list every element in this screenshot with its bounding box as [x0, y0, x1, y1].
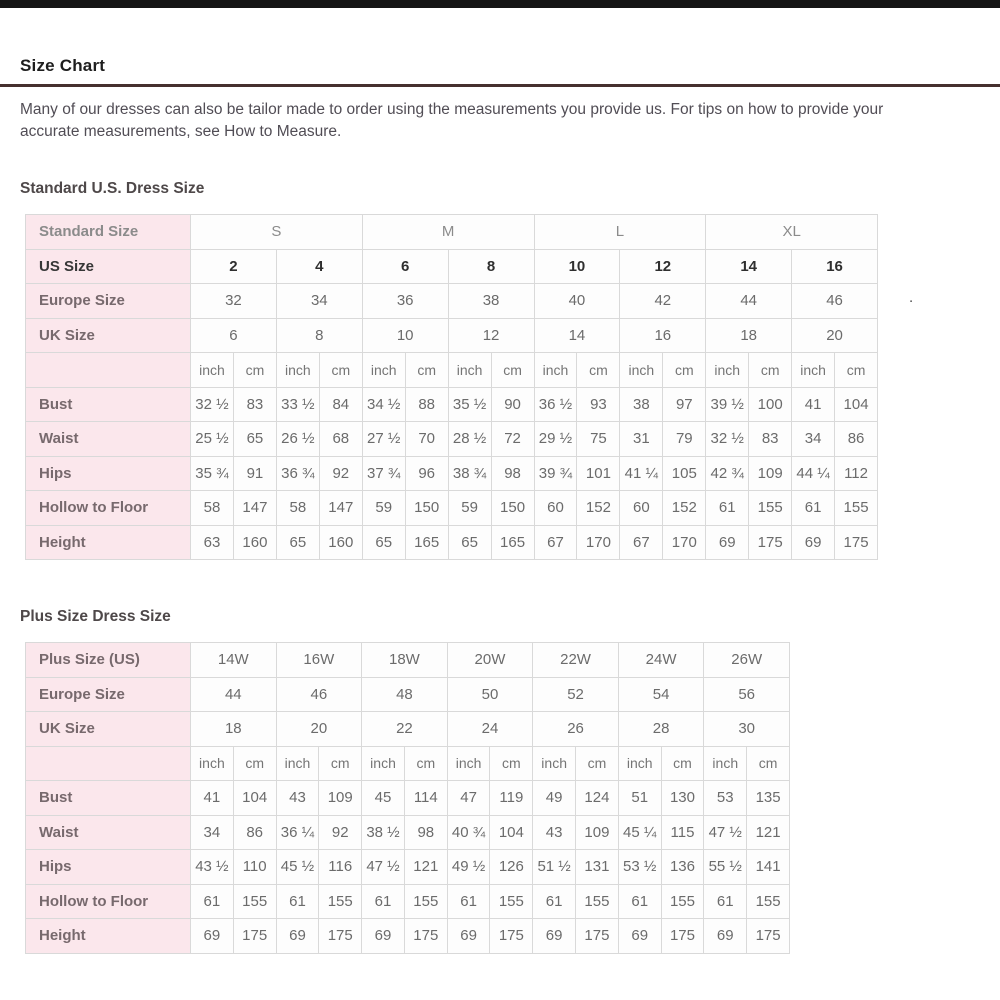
- table-row: [26, 422, 878, 457]
- value-cell: 104: [233, 781, 276, 816]
- value-cell: 152: [577, 491, 620, 526]
- value-cell: 90: [491, 387, 534, 422]
- value-cell: 36 ½: [534, 387, 577, 422]
- value-cell: 36 ¼: [276, 815, 319, 850]
- unit-cell: cm: [747, 746, 790, 781]
- value-cell: 96: [405, 456, 448, 491]
- value-cell: 36: [362, 284, 448, 319]
- value-cell: 28 ½: [448, 422, 491, 457]
- value-cell: 69: [618, 919, 661, 954]
- value-cell: 175: [835, 525, 878, 560]
- value-cell: 121: [747, 815, 790, 850]
- value-cell: 84: [319, 387, 362, 422]
- value-cell: 32 ½: [706, 422, 749, 457]
- table-row: [26, 215, 878, 250]
- value-cell: 6: [191, 318, 277, 353]
- unit-cell: cm: [490, 746, 533, 781]
- value-cell: 45 ¼: [618, 815, 661, 850]
- value-cell: 165: [491, 525, 534, 560]
- value-cell: 70: [405, 422, 448, 457]
- title-divider-rule: [0, 84, 1000, 87]
- value-cell: 109: [319, 781, 362, 816]
- value-cell: 44: [706, 284, 792, 319]
- value-cell: 170: [663, 525, 706, 560]
- value-cell: 105: [663, 456, 706, 491]
- value-cell: 116: [319, 850, 362, 885]
- value-cell: 53: [704, 781, 747, 816]
- value-cell: 59: [362, 491, 405, 526]
- value-cell: 63: [191, 525, 234, 560]
- value-cell: 155: [576, 884, 619, 919]
- value-cell: 6: [362, 249, 448, 284]
- value-cell: 61: [618, 884, 661, 919]
- value-cell: 65: [362, 525, 405, 560]
- value-cell: 36 ¾: [276, 456, 319, 491]
- value-cell: 150: [491, 491, 534, 526]
- value-cell: 112: [835, 456, 878, 491]
- value-cell: 69: [276, 919, 319, 954]
- value-cell: 29 ½: [534, 422, 577, 457]
- value-cell: L: [534, 215, 706, 250]
- value-cell: 52: [533, 677, 619, 712]
- value-cell: 25 ½: [191, 422, 234, 457]
- value-cell: 26: [533, 712, 619, 747]
- value-cell: 31: [620, 422, 663, 457]
- value-cell: 130: [661, 781, 704, 816]
- value-cell: 46: [792, 284, 878, 319]
- value-cell: 4: [276, 249, 362, 284]
- value-cell: 104: [490, 815, 533, 850]
- value-cell: 165: [405, 525, 448, 560]
- stray-mark: .: [909, 289, 914, 306]
- value-cell: 65: [233, 422, 276, 457]
- value-cell: 160: [319, 525, 362, 560]
- value-cell: 175: [319, 919, 362, 954]
- value-cell: 35 ¾: [191, 456, 234, 491]
- unit-cell: inch: [447, 746, 490, 781]
- unit-cell: inch: [362, 353, 405, 388]
- value-cell: 58: [191, 491, 234, 526]
- unit-cell: cm: [835, 353, 878, 388]
- value-cell: 34: [276, 284, 362, 319]
- value-cell: 155: [319, 884, 362, 919]
- value-cell: 45: [362, 781, 405, 816]
- table-row: [26, 456, 878, 491]
- value-cell: 155: [661, 884, 704, 919]
- unit-cell: cm: [576, 746, 619, 781]
- value-cell: 98: [491, 456, 534, 491]
- value-cell: 86: [233, 815, 276, 850]
- unit-cell: inch: [276, 353, 319, 388]
- value-cell: 61: [362, 884, 405, 919]
- value-cell: 69: [792, 525, 835, 560]
- value-cell: 65: [276, 525, 319, 560]
- value-cell: 28: [618, 712, 704, 747]
- value-cell: 65: [448, 525, 491, 560]
- value-cell: 115: [661, 815, 704, 850]
- value-cell: 38: [620, 387, 663, 422]
- value-cell: 147: [319, 491, 362, 526]
- value-cell: 46: [276, 677, 362, 712]
- value-cell: 42: [620, 284, 706, 319]
- value-cell: 47: [447, 781, 490, 816]
- value-cell: 69: [704, 919, 747, 954]
- value-cell: 126: [490, 850, 533, 885]
- table-row: [26, 387, 878, 422]
- value-cell: 53 ½: [618, 850, 661, 885]
- value-cell: 175: [749, 525, 792, 560]
- value-cell: 83: [749, 422, 792, 457]
- value-cell: 26W: [704, 643, 790, 678]
- value-cell: 79: [663, 422, 706, 457]
- value-cell: 61: [447, 884, 490, 919]
- value-cell: 61: [533, 884, 576, 919]
- value-cell: 86: [835, 422, 878, 457]
- value-cell: 136: [661, 850, 704, 885]
- value-cell: 170: [577, 525, 620, 560]
- page-title: Size Chart: [20, 56, 106, 75]
- value-cell: 12: [448, 318, 534, 353]
- value-cell: 41: [792, 387, 835, 422]
- value-cell: 49: [533, 781, 576, 816]
- value-cell: 119: [490, 781, 533, 816]
- value-cell: 92: [319, 815, 362, 850]
- row-label: Waist: [26, 422, 191, 457]
- unit-cell: inch: [533, 746, 576, 781]
- value-cell: 41 ¼: [620, 456, 663, 491]
- value-cell: 48: [362, 677, 448, 712]
- value-cell: 44 ¼: [792, 456, 835, 491]
- unit-cell: inch: [618, 746, 661, 781]
- value-cell: 41: [191, 781, 234, 816]
- unit-cell: cm: [233, 353, 276, 388]
- unit-cell: cm: [661, 746, 704, 781]
- row-label: US Size: [26, 249, 191, 284]
- unit-cell: inch: [362, 746, 405, 781]
- value-cell: 104: [835, 387, 878, 422]
- row-label: UK Size: [26, 318, 191, 353]
- value-cell: 155: [747, 884, 790, 919]
- value-cell: 69: [447, 919, 490, 954]
- table-row: [26, 318, 878, 353]
- table-row: [26, 815, 790, 850]
- value-cell: 50: [447, 677, 533, 712]
- row-label: Bust: [26, 387, 191, 422]
- value-cell: 60: [534, 491, 577, 526]
- value-cell: 97: [663, 387, 706, 422]
- row-label: Europe Size: [26, 677, 191, 712]
- value-cell: 109: [749, 456, 792, 491]
- value-cell: 147: [233, 491, 276, 526]
- value-cell: 43: [533, 815, 576, 850]
- value-cell: 152: [663, 491, 706, 526]
- value-cell: 42 ¾: [706, 456, 749, 491]
- value-cell: 59: [448, 491, 491, 526]
- row-label: Height: [26, 919, 191, 954]
- value-cell: 88: [405, 387, 448, 422]
- value-cell: 61: [792, 491, 835, 526]
- value-cell: M: [362, 215, 534, 250]
- unit-cell: cm: [233, 746, 276, 781]
- intro-line-2: accurate measurements, see How to Measure.: [20, 123, 342, 140]
- value-cell: 2: [191, 249, 277, 284]
- row-label: Hips: [26, 456, 191, 491]
- value-cell: 45 ½: [276, 850, 319, 885]
- row-label: [26, 353, 191, 388]
- value-cell: 14: [534, 318, 620, 353]
- value-cell: 155: [749, 491, 792, 526]
- intro-line-1: Many of our dresses can also be tailor made to order using the measurements you provide us. For tips on how to provide your: [20, 101, 884, 118]
- value-cell: 24: [447, 712, 533, 747]
- value-cell: 155: [835, 491, 878, 526]
- value-cell: 135: [747, 781, 790, 816]
- standard-size-heading: Standard U.S. Dress Size: [20, 180, 205, 197]
- unit-cell: cm: [405, 353, 448, 388]
- value-cell: 175: [404, 919, 447, 954]
- value-cell: 114: [404, 781, 447, 816]
- table-row: [26, 525, 878, 560]
- value-cell: 58: [276, 491, 319, 526]
- value-cell: 33 ½: [276, 387, 319, 422]
- row-label: Plus Size (US): [26, 643, 191, 678]
- value-cell: 10: [362, 318, 448, 353]
- table-row: [26, 919, 790, 954]
- value-cell: 34: [191, 815, 234, 850]
- table-row: [26, 884, 790, 919]
- value-cell: 131: [576, 850, 619, 885]
- value-cell: 155: [404, 884, 447, 919]
- value-cell: XL: [706, 215, 878, 250]
- value-cell: 40 ¾: [447, 815, 490, 850]
- value-cell: 109: [576, 815, 619, 850]
- value-cell: 101: [577, 456, 620, 491]
- unit-cell: inch: [191, 746, 234, 781]
- value-cell: 14W: [191, 643, 277, 678]
- value-cell: 100: [749, 387, 792, 422]
- value-cell: 54: [618, 677, 704, 712]
- value-cell: 69: [533, 919, 576, 954]
- value-cell: 155: [233, 884, 276, 919]
- table-row: [26, 781, 790, 816]
- value-cell: 20: [792, 318, 878, 353]
- value-cell: 43 ½: [191, 850, 234, 885]
- unit-cell: inch: [191, 353, 234, 388]
- unit-cell: cm: [491, 353, 534, 388]
- value-cell: 91: [233, 456, 276, 491]
- value-cell: 121: [404, 850, 447, 885]
- value-cell: 20: [276, 712, 362, 747]
- row-label: Bust: [26, 781, 191, 816]
- table-row: [26, 677, 790, 712]
- unit-cell: cm: [404, 746, 447, 781]
- row-label: Height: [26, 525, 191, 560]
- value-cell: 30: [704, 712, 790, 747]
- unit-cell: inch: [276, 746, 319, 781]
- value-cell: 68: [319, 422, 362, 457]
- value-cell: 60: [620, 491, 663, 526]
- row-label: Europe Size: [26, 284, 191, 319]
- unit-cell: inch: [534, 353, 577, 388]
- table-row: [26, 850, 790, 885]
- value-cell: 175: [661, 919, 704, 954]
- row-label: Hips: [26, 850, 191, 885]
- unit-cell: inch: [704, 746, 747, 781]
- table-row: [26, 249, 878, 284]
- value-cell: 175: [747, 919, 790, 954]
- value-cell: 175: [576, 919, 619, 954]
- row-label: Waist: [26, 815, 191, 850]
- unit-cell: inch: [706, 353, 749, 388]
- value-cell: 69: [191, 919, 234, 954]
- value-cell: 51 ½: [533, 850, 576, 885]
- intro-paragraph: [20, 99, 975, 143]
- value-cell: 8: [276, 318, 362, 353]
- value-cell: 38 ¾: [448, 456, 491, 491]
- value-cell: 83: [233, 387, 276, 422]
- unit-cell: cm: [663, 353, 706, 388]
- value-cell: 69: [706, 525, 749, 560]
- value-cell: 35 ½: [448, 387, 491, 422]
- value-cell: 92: [319, 456, 362, 491]
- value-cell: 141: [747, 850, 790, 885]
- table-row: [26, 643, 790, 678]
- unit-cell: cm: [319, 746, 362, 781]
- row-label: Hollow to Floor: [26, 884, 191, 919]
- value-cell: 49 ½: [447, 850, 490, 885]
- value-cell: 67: [534, 525, 577, 560]
- value-cell: 93: [577, 387, 620, 422]
- value-cell: 14: [706, 249, 792, 284]
- value-cell: 75: [577, 422, 620, 457]
- value-cell: 61: [706, 491, 749, 526]
- value-cell: 55 ½: [704, 850, 747, 885]
- top-border-bar: [0, 0, 1000, 8]
- unit-cell: inch: [792, 353, 835, 388]
- value-cell: 10: [534, 249, 620, 284]
- value-cell: 39 ½: [706, 387, 749, 422]
- value-cell: 18: [191, 712, 277, 747]
- value-cell: 43: [276, 781, 319, 816]
- plus-size-table: [25, 642, 790, 954]
- value-cell: 175: [490, 919, 533, 954]
- value-cell: 8: [448, 249, 534, 284]
- standard-size-table: [25, 214, 878, 560]
- value-cell: 37 ¾: [362, 456, 405, 491]
- value-cell: 56: [704, 677, 790, 712]
- value-cell: 38: [448, 284, 534, 319]
- value-cell: 18: [706, 318, 792, 353]
- value-cell: 34: [792, 422, 835, 457]
- value-cell: 24W: [618, 643, 704, 678]
- value-cell: 40: [534, 284, 620, 319]
- value-cell: 69: [362, 919, 405, 954]
- value-cell: 51: [618, 781, 661, 816]
- table-row: [26, 491, 878, 526]
- value-cell: 110: [233, 850, 276, 885]
- value-cell: 32 ½: [191, 387, 234, 422]
- value-cell: 61: [276, 884, 319, 919]
- value-cell: 150: [405, 491, 448, 526]
- unit-cell: cm: [577, 353, 620, 388]
- value-cell: 18W: [362, 643, 448, 678]
- value-cell: 16: [792, 249, 878, 284]
- value-cell: 47 ½: [704, 815, 747, 850]
- value-cell: 27 ½: [362, 422, 405, 457]
- value-cell: 12: [620, 249, 706, 284]
- value-cell: 26 ½: [276, 422, 319, 457]
- row-label: Hollow to Floor: [26, 491, 191, 526]
- value-cell: 98: [404, 815, 447, 850]
- value-cell: 16W: [276, 643, 362, 678]
- unit-cell: cm: [749, 353, 792, 388]
- value-cell: 61: [191, 884, 234, 919]
- table-row: [26, 284, 878, 319]
- value-cell: 22W: [533, 643, 619, 678]
- value-cell: S: [191, 215, 363, 250]
- value-cell: 38 ½: [362, 815, 405, 850]
- row-label: UK Size: [26, 712, 191, 747]
- value-cell: 72: [491, 422, 534, 457]
- value-cell: 22: [362, 712, 448, 747]
- value-cell: 124: [576, 781, 619, 816]
- value-cell: 34 ½: [362, 387, 405, 422]
- table-row: [26, 712, 790, 747]
- value-cell: 44: [191, 677, 277, 712]
- unit-cell: inch: [620, 353, 663, 388]
- table-row: [26, 353, 878, 388]
- table-row: [26, 746, 790, 781]
- value-cell: 47 ½: [362, 850, 405, 885]
- value-cell: 39 ¾: [534, 456, 577, 491]
- value-cell: 67: [620, 525, 663, 560]
- value-cell: 16: [620, 318, 706, 353]
- plus-size-heading: Plus Size Dress Size: [20, 608, 171, 625]
- value-cell: 175: [233, 919, 276, 954]
- value-cell: 61: [704, 884, 747, 919]
- unit-cell: inch: [448, 353, 491, 388]
- unit-cell: cm: [319, 353, 362, 388]
- value-cell: 32: [191, 284, 277, 319]
- value-cell: 160: [233, 525, 276, 560]
- value-cell: 155: [490, 884, 533, 919]
- row-label: Standard Size: [26, 215, 191, 250]
- value-cell: 20W: [447, 643, 533, 678]
- row-label: [26, 746, 191, 781]
